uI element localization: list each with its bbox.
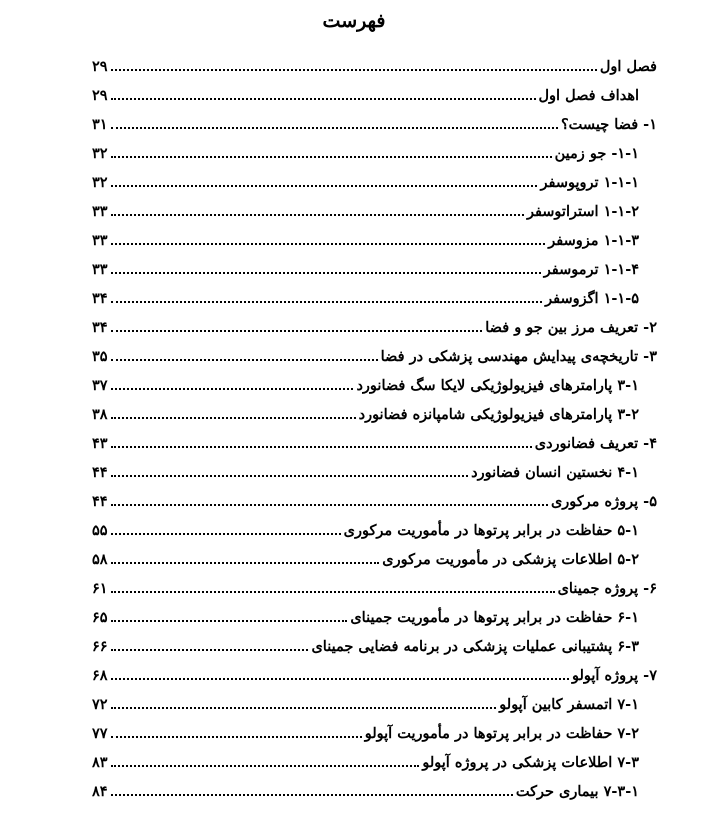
- toc-entry-page-number: ۳۲: [92, 174, 108, 191]
- toc-entry: [92, 284, 657, 313]
- toc-entry-page-number: ۶۵: [92, 609, 108, 626]
- toc-entry-label: ۵-۲ اطلاعات پزشکی در مأموریت مرکوری: [382, 551, 639, 568]
- toc-entry: [92, 81, 657, 110]
- toc-entry-label: ۷-۲ حفاظت در برابر پرتوها در مأموریت آپولو: [364, 725, 639, 742]
- toc-entry: [92, 603, 657, 632]
- toc-entry-label: ۳-۲ پارامترهای فیزیولوژیکی شامپانزه فضانورد: [358, 406, 639, 423]
- toc-leader-dots: [111, 69, 597, 71]
- toc-leader-dots: [111, 765, 420, 767]
- toc-entry-page-number: ۲۹: [92, 87, 108, 104]
- toc-entry-label: ۷-۳ اطلاعات پزشکی در پروژه آپولو: [422, 754, 639, 771]
- toc-entry: [92, 342, 657, 371]
- toc-entry-page-number: ۶۱: [92, 580, 108, 597]
- toc-entry-page-number: ۷۷: [92, 725, 108, 742]
- toc-entry-label: ۱-۱- جو زمین: [554, 145, 639, 162]
- toc-leader-dots: [111, 794, 513, 796]
- toc-entry-label: ۵- پروژه مرکوری: [550, 493, 657, 510]
- toc-entry-label: ۱-۱-۴ ترموسفر: [543, 261, 639, 278]
- toc-leader-dots: [111, 620, 348, 622]
- toc-entry-page-number: ۳۴: [92, 290, 108, 307]
- toc-entry-label: ۶-۱ حفاظت در برابر پرتوها در مأموریت جمینای: [350, 609, 639, 626]
- toc-entry-label: ۱-۱-۵ اگزوسفر: [545, 290, 639, 307]
- toc-entry-label: ۲- تعریف مرز بین جو و فضا: [485, 319, 657, 336]
- toc-entry-page-number: ۴۴: [92, 464, 108, 481]
- toc-entry-page-number: ۴۴: [92, 493, 108, 510]
- toc-entry: [92, 429, 657, 458]
- toc-leader-dots: [111, 330, 483, 332]
- toc-leader-dots: [111, 359, 378, 361]
- toc-entry-page-number: ۵۵: [92, 522, 108, 539]
- toc-entry: [92, 690, 657, 719]
- toc-entry-label: اهداف فصل اول: [538, 87, 639, 104]
- toc-entry-label: ۷-۱ اتمسفر کابین آپولو: [499, 696, 639, 713]
- toc-leader-dots: [111, 591, 555, 593]
- toc-entry: [92, 458, 657, 487]
- toc-leader-dots: [111, 533, 341, 535]
- toc-entry-page-number: ۸۳: [92, 754, 108, 771]
- toc-leader-dots: [111, 446, 532, 448]
- toc-entry: [92, 748, 657, 777]
- toc-entry-page-number: ۶۸: [92, 667, 108, 684]
- toc-entry-label: ۳-۱ پارامترهای فیزیولوژیکی لایکا سگ فضانورد: [356, 377, 639, 394]
- toc-entry-label: فصل اول: [599, 58, 657, 75]
- toc-entry: [92, 226, 657, 255]
- toc-entry: [92, 661, 657, 690]
- toc-entry: [92, 400, 657, 429]
- toc-entry-label: ۷-۳-۱ بیماری حرکت: [515, 783, 639, 800]
- toc-entry: [92, 516, 657, 545]
- toc-entry: [92, 255, 657, 284]
- toc-leader-dots: [111, 185, 538, 187]
- toc-entry-label: ۱-۱-۳ مزوسفر: [548, 232, 639, 249]
- toc-entry-page-number: ۷۲: [92, 696, 108, 713]
- toc-leader-dots: [111, 417, 356, 419]
- toc-entry-label: ۶-۳ پشتیبانی عملیات پزشکی در برنامه فضایی جمینای: [311, 638, 639, 655]
- toc-leader-dots: [111, 736, 362, 738]
- toc-entry-label: ۳- تاریخچه‌ی پیدایش مهندسی پزشکی در فضا: [380, 348, 657, 365]
- toc-entry-page-number: ۲۹: [92, 58, 108, 75]
- toc-entry-page-number: ۳۵: [92, 348, 108, 365]
- toc-leader-dots: [111, 98, 536, 100]
- toc-entry: [92, 139, 657, 168]
- toc-leader-dots: [111, 649, 309, 651]
- toc-entry: [92, 168, 657, 197]
- toc-leader-dots: [111, 127, 558, 129]
- toc-entry-page-number: ۳۸: [92, 406, 108, 423]
- toc-leader-dots: [111, 707, 497, 709]
- toc-leader-dots: [111, 156, 552, 158]
- toc-entry: [92, 632, 657, 661]
- toc-entry-page-number: ۴۳: [92, 435, 108, 452]
- toc-leader-dots: [111, 388, 354, 390]
- toc-entry-page-number: ۳۳: [92, 261, 108, 278]
- toc-entry-label: ۱-۱-۱ تروپوسفر: [540, 174, 639, 191]
- toc-entry-label: ۶- پروژه جمینای: [557, 580, 657, 597]
- toc-entry-page-number: ۸۴: [92, 783, 108, 800]
- toc-entry-page-number: ۳۱: [92, 116, 108, 133]
- toc-leader-dots: [111, 678, 569, 680]
- toc-entry-label: ۵-۱ حفاظت در برابر پرتوها در مأموریت مرکوری: [343, 522, 639, 539]
- toc-entry-page-number: ۳۴: [92, 319, 108, 336]
- toc-entry: [92, 719, 657, 748]
- toc-entry-page-number: ۵۸: [92, 551, 108, 568]
- toc-leader-dots: [111, 243, 546, 245]
- toc-entry-label: ۷- پروژه آپولو: [571, 667, 657, 684]
- toc-entry: [92, 545, 657, 574]
- toc-leader-dots: [111, 301, 543, 303]
- toc-entry: [92, 110, 657, 139]
- toc-entry-page-number: ۳۷: [92, 377, 108, 394]
- toc-leader-dots: [111, 214, 524, 216]
- toc-leader-dots: [111, 272, 541, 274]
- toc-entry-page-number: ۳۲: [92, 145, 108, 162]
- toc-entry-label: ۴-۱ نخستین انسان فضانورد: [471, 464, 639, 481]
- toc-entry-page-number: ۳۳: [92, 203, 108, 220]
- toc-entry: [92, 574, 657, 603]
- table-of-contents: [92, 52, 657, 806]
- toc-leader-dots: [111, 475, 469, 477]
- toc-entry: [92, 777, 657, 806]
- toc-entry-label: ۴- تعریف فضانوردی: [534, 435, 657, 452]
- toc-leader-dots: [111, 562, 380, 564]
- toc-entry: [92, 313, 657, 342]
- toc-entry-page-number: ۶۶: [92, 638, 108, 655]
- toc-entry-page-number: ۳۳: [92, 232, 108, 249]
- toc-entry: [92, 487, 657, 516]
- toc-entry: [92, 371, 657, 400]
- toc-leader-dots: [111, 504, 548, 506]
- toc-entry: [92, 52, 657, 81]
- toc-entry-label: ۱-۱-۲ استراتوسفر: [526, 203, 639, 220]
- toc-entry-label: ۱- فضا چیست؟: [560, 116, 657, 133]
- page-title: فهرست: [322, 10, 386, 32]
- toc-entry: [92, 197, 657, 226]
